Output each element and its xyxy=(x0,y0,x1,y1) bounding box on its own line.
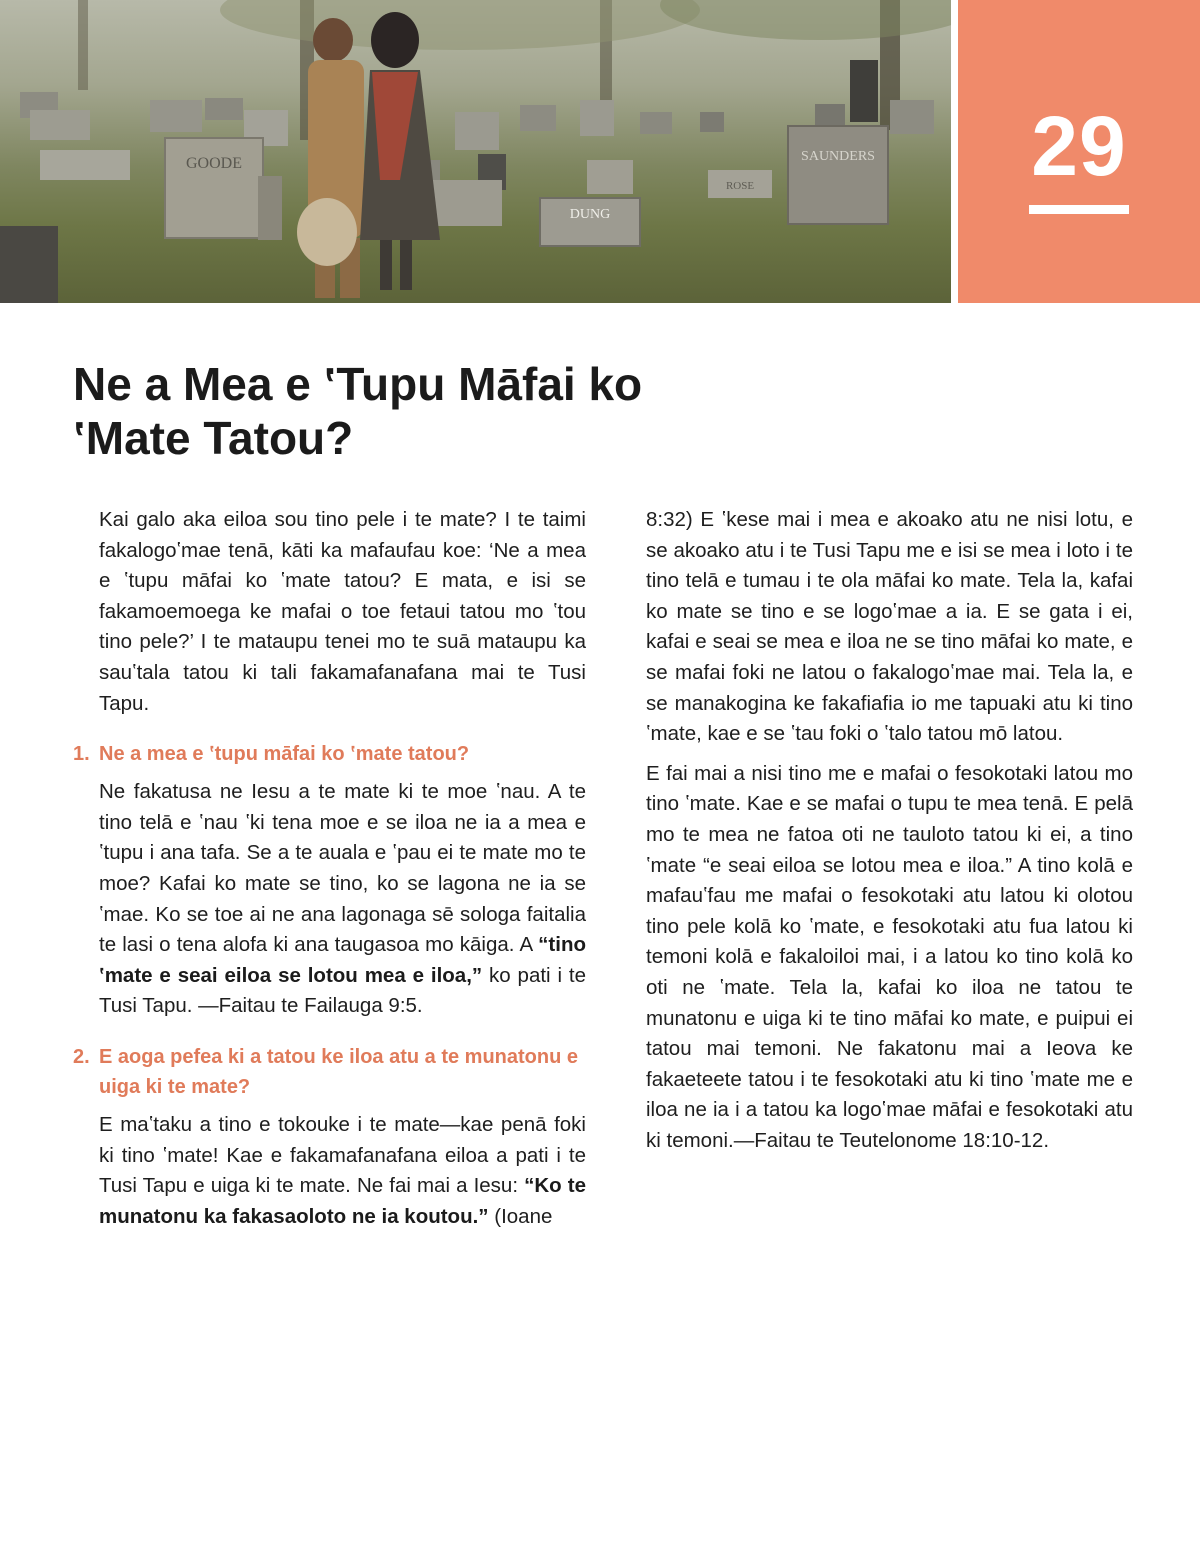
headstone-goode-label: GOODE xyxy=(186,155,242,172)
question-1-text: Ne a mea e ʽtupu māfai ko ʽmate tatou? xyxy=(99,743,470,766)
cemetery-illustration xyxy=(0,0,951,303)
headstone-dung-label: DUNG xyxy=(569,207,611,222)
lesson-number-badge xyxy=(958,0,1200,303)
question-2-answer-paragraph-2: E fai mai a nisi tino me e mafai o fesokotaki latou mo tino ʽmate. Kae e se mafai o tupu te mea tenā. E pelā mo te mea ne fatoa oti ne tauloto tatou ki ei, a tino ʽmate “e seai eiloa se lotou mea e iloa.” A tino kolā e mafauʽfau me mafai o fesokotaki atu latou ki olotou tino pele kolā ko ʽmate, e fesokotaki atu fua latou ki temoni kolā e fakaloiloi mai, i a latou ko tino kolā ko oti ne ʽmate. Tela la, kafai ko iloa ne tatou te munatonu e uiga ki te tino māfai ko mate, e puipui ei tatou mai temoni. Ne fakatonu mai a Ieova ke fakaeteete tatou i te fesokotaki atu ki tino ʽmate me e iloa ne ia i a tatou ka logoʽmae māfai e fesokotaki atu ki temoni.—Faitau te Teutelonome 18:10-12. xyxy=(646,761,1133,1152)
headstone-saunders-label: SAUNDERS xyxy=(801,149,875,164)
question-1-number: 1. xyxy=(73,743,90,766)
q1-answer-text-b: ko pati i te Tusi Tapu. —Faitau te Failauga 9:5. xyxy=(99,963,587,1018)
header-photo xyxy=(0,0,951,303)
intro-paragraph: Kai galo aka eiloa sou tino pele i te mate? I te taimi fakalogoʽmae tenā, kāti ka mafaufau koe: ‘Ne a mea e ʽtupu māfai ko ʽmate tatou? E mata, e isi se fakamoemoega ke mafai o toe fetaui tatou mo ʽtou tino pele?’ I te mataupu tenei mo te suā mataupu ka sauʽtala tatou ki tali fakamafanafana mai te Tusi Tapu. xyxy=(99,508,586,715)
question-1-answer xyxy=(73,777,586,1022)
question-2 xyxy=(73,1042,586,1102)
question-2-text: E aoga pefea ki a tatou ke iloa atu a te munatonu e uiga ki te mate? xyxy=(99,1045,579,1098)
left-column xyxy=(73,505,586,1232)
q1-scripture-quote: “tino ʽmate e seai eiloa se lotou mea e iloa,” xyxy=(99,933,586,987)
q2-answer-text-b: (Ioane xyxy=(488,1204,553,1228)
q1-answer-text-a: Ne fakatusa ne Iesu a te mate ki te moe ʽnau. A te tino telā e ʽnau ʽki tena moe e se iloa ne ia a mea e ʽtupu i ana tafa. Se a te auala e ʽpau ei te mate mo te moe? Kafai ko mate se tino, ko se lagona ne ia se ʽmae. Ko se toe ai ne ana lagonaga sē sologa faitalia te lasi o tena alofa ki ana taugasoa mo kāiga. A xyxy=(99,780,586,957)
question-2-answer-start xyxy=(73,1110,586,1232)
q2-answer-text-a: E maʽtaku a tino e tokouke i te mate—kae penā foki ki tino ʽmate! Kae e fakamafanafana eiloa a pati i te Tusi Tapu e uiga ki te mate. Ne fai mai a Iesu: xyxy=(99,1112,586,1198)
q2-scripture-quote: “Ko te munatonu ka fakasaoloto ne ia koutou.” xyxy=(99,1174,586,1228)
question-1 xyxy=(73,739,586,769)
headstone-rose-label: ROSE xyxy=(725,180,755,192)
question-2-answer-continued: 8:32) E ʽkese mai i mea e akoako atu ne nisi lotu, e se akoako atu i te Tusi Tapu me e isi se mea i loto i te tino telā e tumau i te ola māfai ko mate. Tela la, kafai ko mate se tino e se logoʽmae a ia. E se gata i ei, kafai e seai se mea e iloa ne se tino māfai ko mate, e se mafai foki ne latou o fakalogoʽmae mai. Tela la, e se manakogina ke fakafiafia io me tapuaki atu ki tino ʽmate, kae e se ʽtau foki o ʽtalo tatou mō latou. xyxy=(646,508,1133,746)
right-column xyxy=(646,505,1133,1165)
lesson-number: 29 xyxy=(1031,99,1127,193)
question-2-number: 2. xyxy=(73,1045,90,1068)
page-title: Ne a Mea e ʽTupu Māfai ko ʽMate Tatou? xyxy=(73,358,643,464)
lesson-number-underline xyxy=(1029,205,1129,214)
